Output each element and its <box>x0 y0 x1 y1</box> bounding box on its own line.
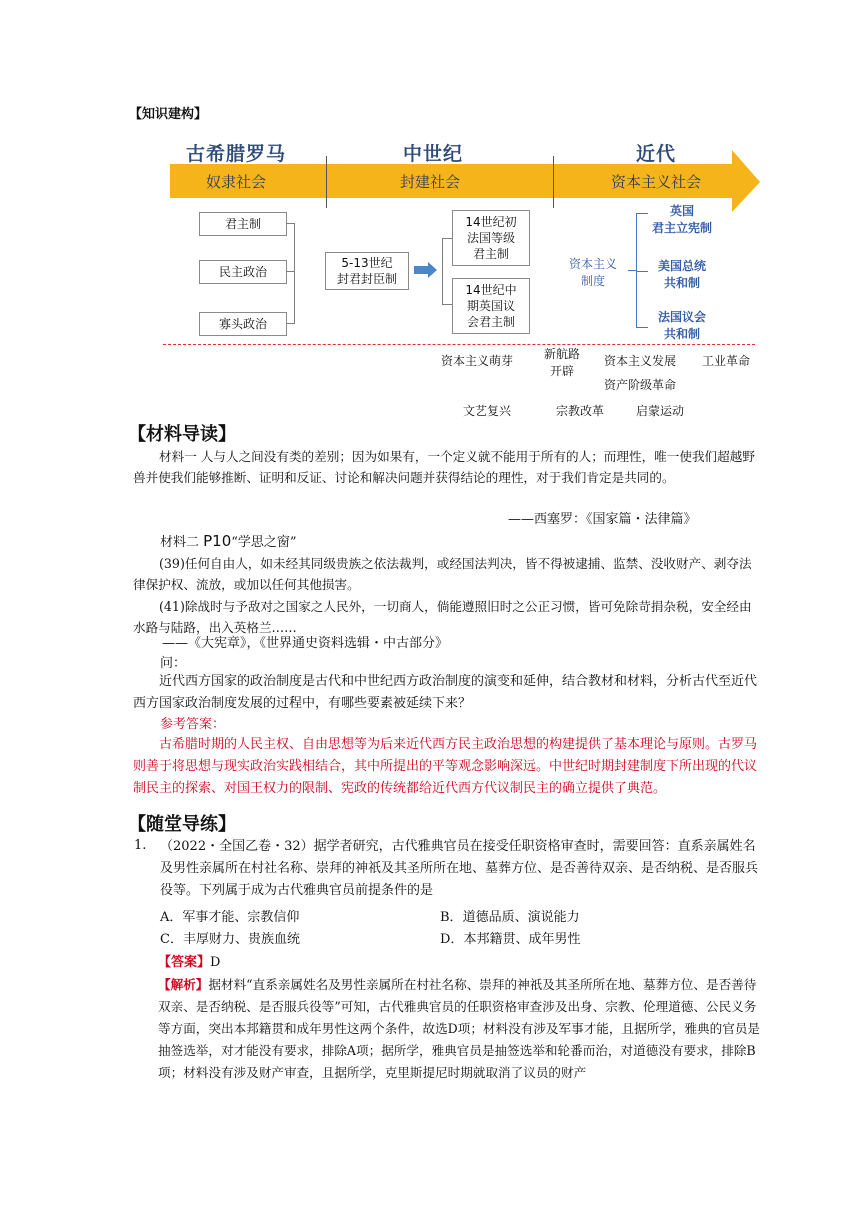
feudal-box: 5-13世纪 封君封臣制 <box>325 252 409 290</box>
material-one-text: 材料一 人与人之间没有类的差别；因为如果有，一个定义就不能用于所有的人；而理性，唯一使我们超越野兽并使我们能够推断、证明和反证、讨论和解决问题并获得结论的理性，对于我们肯定是共同的。 <box>133 449 755 485</box>
event-label: 资产阶级革命 <box>604 378 677 392</box>
q1-option-b[interactable] <box>440 906 580 925</box>
system-uk: 英国 君主立宪制 <box>651 204 712 235</box>
section-heading-practice: 【随堂导练】 <box>128 814 236 835</box>
answer-label: 参考答案： <box>160 717 226 732</box>
answer-value: D <box>210 955 221 970</box>
capitalist-system-label: 资本主义 制度 <box>568 257 617 288</box>
material-one-source: ——西塞罗：《国家篇・法律篇》 <box>508 512 697 527</box>
option-text: 丰厚财力、贵族血统 <box>182 932 300 947</box>
q1-number: 1. <box>134 838 147 853</box>
option-text: 本邦籍贯、成年男性 <box>463 932 581 947</box>
event-label: 文艺复兴 <box>463 404 512 418</box>
era-divider <box>553 156 554 208</box>
material-two-page: P10 <box>203 532 232 550</box>
answer-tag: 【答案】 <box>158 955 211 970</box>
q1-option-a[interactable] <box>160 906 299 925</box>
system-france: 法国议会 共和制 <box>657 310 706 341</box>
analysis-text: 据材料“直系亲属姓名及男性亲属所在村社名称、崇拜的神祇及其圣所所在地、墓葬方位、是否善待双亲、是否纳税、是否服兵役等”可知，古代雅典官员的任职资格审查涉及出身、宗教、伦理道德、公民义务等方面，突出本邦籍贯和成年男性这两个条件，故选D项；材料没有涉及军事才能，且据所学，雅典的官员是抽签选举，对才能没有要求，排除A项；据所学，雅典官员是抽签选举和轮番而治，对道德没有要求，排除B项；材料没有涉及财产审查，且据所学，克里斯提尼时期就取消了议员的财产 <box>158 977 761 1080</box>
event-label: 资本主义萌芽 <box>441 354 514 368</box>
event-label: 资本主义发展 <box>604 354 677 368</box>
event-label: 工业革命 <box>702 354 751 368</box>
knowledge-diagram <box>0 0 860 420</box>
right-arrow-icon <box>414 262 438 278</box>
material-two-title <box>160 531 297 550</box>
analysis-tag: 【解析】 <box>158 977 209 992</box>
section-heading-material: 【材料导读】 <box>128 424 236 445</box>
bracket-line <box>442 238 452 239</box>
option-text: 军事才能、宗教信仰 <box>182 910 300 925</box>
england-monarchy-box: 14世纪中 期英国议 会君主制 <box>452 278 530 334</box>
system-box-oligarchy: 寡头政治 <box>199 312 287 336</box>
material-two-item-41: (41)除战时与予敌对之国家之人民外，一切商人，倘能遵照旧时之公正习惯，皆可免除苛捐杂税，安全经由水路与陆路，出入英格兰…… <box>133 599 752 635</box>
system-box-democracy: 民主政治 <box>199 260 287 284</box>
option-text: 道德品质、演说能力 <box>462 910 580 925</box>
bracket-line <box>286 323 294 324</box>
q1-stem: （2022・全国乙卷・32）据学者研究，古代雅典官员在接受任职资格审查时，需要回答：直系亲属姓名及男性亲属所在村社名称、崇拜的神祇及其圣所所在地、墓葬方位、是否善待双亲、是否纳税、是否服兵役等。下列属于成为古代雅典官员前提条件的是 <box>160 839 759 898</box>
bracket-line <box>442 238 443 304</box>
answer-text: 古希腊时期的人民主权、自由思想等为后来近代西方民主政治思想的构建提供了基本理论与原则。古罗马则善于将思想与现实政治实践相结合，其中所提出的平等观念影响深远。中世纪时期封建制度下所出现的代议制民主的探索、对国王权力的限制、宪政的传统都给近代西方代议制民主的确立提供了典范。 <box>133 737 758 796</box>
material-two-title-suffix: “学思之窗” <box>231 535 297 550</box>
bracket-line <box>286 271 294 272</box>
option-letter: B． <box>440 910 463 925</box>
material-two-item-39: (39)任何自由人，如未经其同级贵族之依法裁判，或经国法判决，皆不得被逮捕、监禁、没收财产、剥夺法律保护权、流放，或加以任何其他损害。 <box>133 556 752 592</box>
era-title-ancient: 古希腊罗马 <box>186 143 287 165</box>
option-letter: A． <box>160 910 183 925</box>
bracket-line <box>628 270 636 271</box>
q1-analysis <box>158 974 764 1084</box>
era-divider <box>326 156 327 208</box>
era-title-medieval: 中世纪 <box>403 143 464 165</box>
bracket-line <box>442 304 452 305</box>
option-letter: C． <box>160 932 183 947</box>
question-text: 近代西方国家的政治制度是古代和中世纪西方政治制度的演变和延伸，结合教材和材料，分析古代至近代西方国家政治制度发展的过程中，有哪些要素被延续下来？ <box>133 674 758 711</box>
event-label: 启蒙运动 <box>636 404 685 418</box>
society-label-capitalist: 资本主义社会 <box>611 173 702 191</box>
dashed-divider <box>163 344 755 345</box>
material-two-title-prefix: 材料二 <box>160 535 204 550</box>
system-box-monarchy: 君主制 <box>199 212 287 236</box>
q1-option-d[interactable] <box>440 928 580 947</box>
option-letter: D． <box>440 932 464 947</box>
event-label: 新航路 开辟 <box>543 347 580 378</box>
society-label-slave: 奴隶社会 <box>206 173 267 191</box>
bracket-line <box>286 223 294 224</box>
event-label: 宗教改革 <box>556 404 605 418</box>
france-monarchy-box: 14世纪初 法国等级 君主制 <box>452 210 530 266</box>
q1-option-c[interactable] <box>160 928 300 947</box>
era-title-modern: 近代 <box>636 143 677 165</box>
system-us: 美国总统 共和制 <box>657 259 706 290</box>
q1-answer <box>158 951 220 970</box>
bracket-line <box>294 223 295 324</box>
material-two-source: ——《大宪章》，《世界通史资料选辑・中古部分》 <box>162 636 449 651</box>
section-heading-knowledge: 【知识建构】 <box>129 107 208 122</box>
society-label-feudal: 封建社会 <box>400 173 461 191</box>
question-label: 问： <box>160 656 187 671</box>
